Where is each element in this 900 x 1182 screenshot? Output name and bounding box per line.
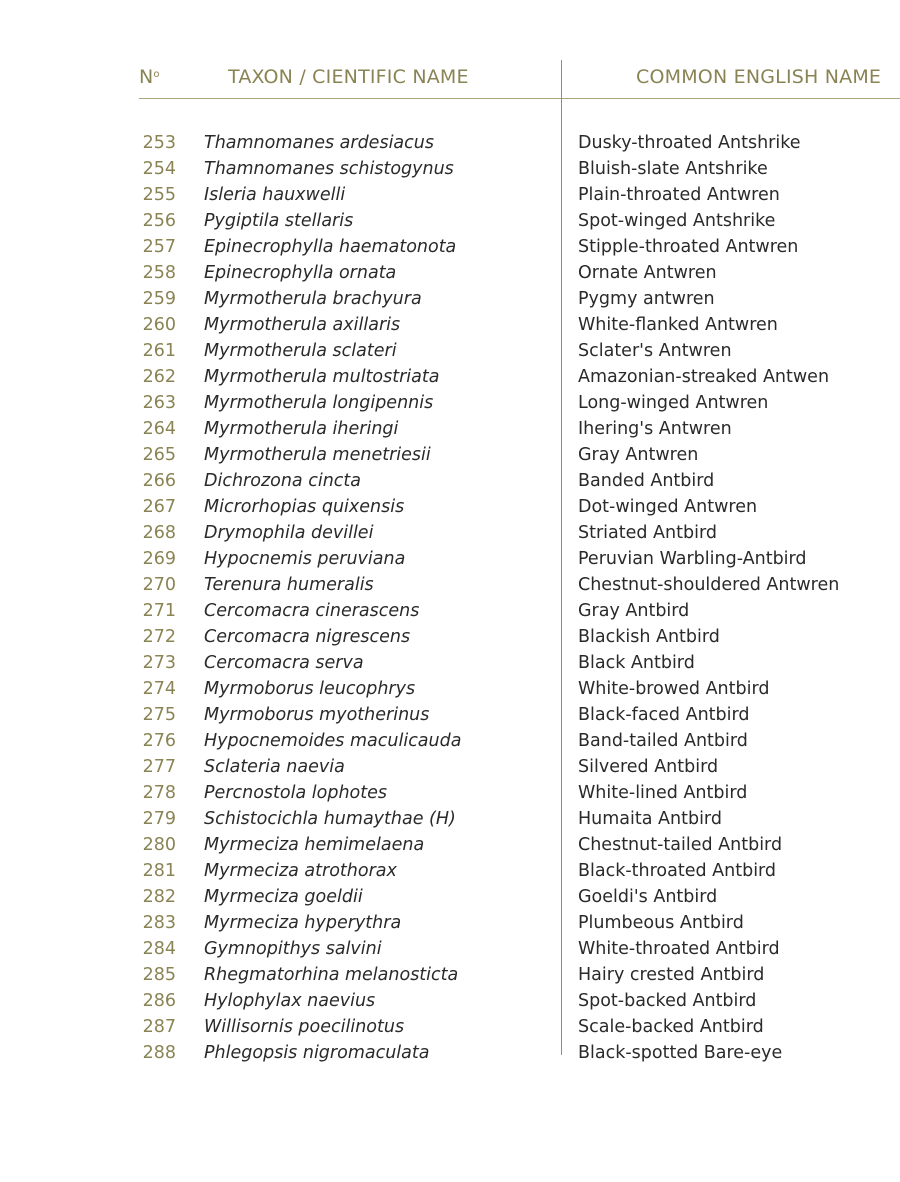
scientific-name: Terenura humeralis bbox=[204, 575, 374, 595]
species-number: 264 bbox=[142, 419, 176, 439]
table-row bbox=[0, 156, 900, 182]
scientific-name: Cercomacra cinerascens bbox=[204, 601, 420, 621]
species-number: 260 bbox=[142, 315, 176, 335]
common-name: Bluish-slate Antshrike bbox=[578, 159, 768, 179]
scientific-name: Isleria hauxwelli bbox=[204, 185, 346, 205]
common-name: Scale-backed Antbird bbox=[578, 1017, 764, 1037]
scientific-name: Cercomacra serva bbox=[204, 653, 364, 673]
scientific-name: Myrmotherula axillaris bbox=[204, 315, 401, 335]
common-name: Gray Antwren bbox=[578, 445, 699, 465]
common-name: Dusky-throated Antshrike bbox=[578, 133, 801, 153]
table-row bbox=[0, 598, 900, 624]
scientific-name: Microrhopias quixensis bbox=[204, 497, 405, 517]
common-name: White-browed Antbird bbox=[578, 679, 770, 699]
common-name: Peruvian Warbling-Antbird bbox=[578, 549, 807, 569]
table-row bbox=[0, 780, 900, 806]
table-row bbox=[0, 832, 900, 858]
species-number: 265 bbox=[142, 445, 176, 465]
species-number: 279 bbox=[142, 809, 176, 829]
scientific-name: Phlegopsis nigromaculata bbox=[204, 1043, 430, 1063]
table-row bbox=[0, 1040, 900, 1066]
common-name: Sclater's Antwren bbox=[578, 341, 732, 361]
table-row bbox=[0, 182, 900, 208]
species-number: 272 bbox=[142, 627, 176, 647]
table-row bbox=[0, 260, 900, 286]
scientific-name: Myrmotherula multostriata bbox=[204, 367, 440, 387]
table-row bbox=[0, 416, 900, 442]
header-divider bbox=[139, 98, 900, 99]
common-name: Hairy crested Antbird bbox=[578, 965, 765, 985]
table-row bbox=[0, 390, 900, 416]
table-row bbox=[0, 884, 900, 910]
common-name: Ihering's Antwren bbox=[578, 419, 732, 439]
species-number: 270 bbox=[142, 575, 176, 595]
table-row bbox=[0, 1014, 900, 1040]
species-number: 278 bbox=[142, 783, 176, 803]
species-number: 273 bbox=[142, 653, 176, 673]
table-row bbox=[0, 806, 900, 832]
scientific-name: Pygiptila stellaris bbox=[204, 211, 354, 231]
species-number: 271 bbox=[142, 601, 176, 621]
species-number: 257 bbox=[142, 237, 176, 257]
species-number: 259 bbox=[142, 289, 176, 309]
table-row bbox=[0, 936, 900, 962]
scientific-name: Hypocnemoides maculicauda bbox=[204, 731, 462, 751]
species-number: 275 bbox=[142, 705, 176, 725]
species-number: 268 bbox=[142, 523, 176, 543]
table-row bbox=[0, 338, 900, 364]
scientific-name: Drymophila devillei bbox=[204, 523, 374, 543]
common-name: Humaita Antbird bbox=[578, 809, 722, 829]
common-name: Spot-winged Antshrike bbox=[578, 211, 776, 231]
table-row bbox=[0, 442, 900, 468]
common-name: White-throated Antbird bbox=[578, 939, 780, 959]
species-number: 253 bbox=[142, 133, 176, 153]
species-number: 282 bbox=[142, 887, 176, 907]
scientific-name: Dichrozona cincta bbox=[204, 471, 362, 491]
common-name: Black-faced Antbird bbox=[578, 705, 750, 725]
common-name: White-flanked Antwren bbox=[578, 315, 778, 335]
species-number: 281 bbox=[142, 861, 176, 881]
species-number: 280 bbox=[142, 835, 176, 855]
common-name: Dot-winged Antwren bbox=[578, 497, 758, 517]
table-row bbox=[0, 546, 900, 572]
table-row bbox=[0, 676, 900, 702]
table-row bbox=[0, 650, 900, 676]
species-number: 287 bbox=[142, 1017, 176, 1037]
species-number: 274 bbox=[142, 679, 176, 699]
table-row bbox=[0, 962, 900, 988]
species-number: 288 bbox=[142, 1043, 176, 1063]
table-row bbox=[0, 702, 900, 728]
species-number: 269 bbox=[142, 549, 176, 569]
table-row bbox=[0, 624, 900, 650]
table-row bbox=[0, 494, 900, 520]
scientific-name: Myrmeciza goeldii bbox=[204, 887, 363, 907]
common-name: Plain-throated Antwren bbox=[578, 185, 780, 205]
common-name: Black-throated Antbird bbox=[578, 861, 777, 881]
species-number: 261 bbox=[142, 341, 176, 361]
table-row bbox=[0, 312, 900, 338]
table-row bbox=[0, 754, 900, 780]
common-name-column-header: COMMON ENGLISH NAME bbox=[636, 66, 882, 88]
number-column-header: $N^o$ bbox=[139, 66, 160, 88]
scientific-name: Epinecrophylla ornata bbox=[204, 263, 397, 283]
scientific-name: Myrmotherula longipennis bbox=[204, 393, 434, 413]
table-row bbox=[0, 988, 900, 1014]
scientific-name: Hypocnemis peruviana bbox=[204, 549, 406, 569]
common-name: White-lined Antbird bbox=[578, 783, 748, 803]
table-row bbox=[0, 728, 900, 754]
scientific-name: Myrmotherula iheringi bbox=[204, 419, 399, 439]
table-row bbox=[0, 208, 900, 234]
species-number: 263 bbox=[142, 393, 176, 413]
common-name: Long-winged Antwren bbox=[578, 393, 769, 413]
scientific-name: Rhegmatorhina melanosticta bbox=[204, 965, 459, 985]
common-name: Pygmy antwren bbox=[578, 289, 715, 309]
table-row bbox=[0, 130, 900, 156]
species-number: 277 bbox=[142, 757, 176, 777]
scientific-name: Percnostola lophotes bbox=[204, 783, 387, 803]
scientific-name: Thamnomanes ardesiacus bbox=[204, 133, 434, 153]
species-number: 283 bbox=[142, 913, 176, 933]
species-number: 276 bbox=[142, 731, 176, 751]
common-name: Ornate Antwren bbox=[578, 263, 717, 283]
scientific-name: Myrmeciza hemimelaena bbox=[204, 835, 425, 855]
species-number: 254 bbox=[142, 159, 176, 179]
common-name: Stipple-throated Antwren bbox=[578, 237, 799, 257]
species-list bbox=[0, 130, 900, 1066]
table-row bbox=[0, 364, 900, 390]
scientific-name: Schistocichla humaythae (H) bbox=[204, 809, 456, 829]
common-name: Spot-backed Antbird bbox=[578, 991, 757, 1011]
species-number: 285 bbox=[142, 965, 176, 985]
common-name: Chestnut-shouldered Antwren bbox=[578, 575, 840, 595]
common-name: Chestnut-tailed Antbird bbox=[578, 835, 783, 855]
common-name: Plumbeous Antbird bbox=[578, 913, 744, 933]
table-header bbox=[0, 66, 900, 96]
table-row bbox=[0, 572, 900, 598]
species-number: 258 bbox=[142, 263, 176, 283]
species-number: 284 bbox=[142, 939, 176, 959]
scientific-name: Epinecrophylla haematonota bbox=[204, 237, 457, 257]
scientific-name: Cercomacra nigrescens bbox=[204, 627, 411, 647]
scientific-name: Thamnomanes schistogynus bbox=[204, 159, 454, 179]
table-row bbox=[0, 858, 900, 884]
species-number: 266 bbox=[142, 471, 176, 491]
common-name: Silvered Antbird bbox=[578, 757, 719, 777]
common-name: Gray Antbird bbox=[578, 601, 690, 621]
scientific-name: Myrmotherula menetriesii bbox=[204, 445, 431, 465]
common-name: Black Antbird bbox=[578, 653, 695, 673]
species-number: 255 bbox=[142, 185, 176, 205]
species-number: 256 bbox=[142, 211, 176, 231]
common-name: Goeldi's Antbird bbox=[578, 887, 718, 907]
table-row bbox=[0, 286, 900, 312]
common-name: Band-tailed Antbird bbox=[578, 731, 748, 751]
scientific-name: Myrmoborus leucophrys bbox=[204, 679, 416, 699]
table-row bbox=[0, 468, 900, 494]
scientific-name: Willisornis poecilinotus bbox=[204, 1017, 405, 1037]
species-number: 267 bbox=[142, 497, 176, 517]
scientific-name: Hylophylax naevius bbox=[204, 991, 376, 1011]
common-name: Blackish Antbird bbox=[578, 627, 720, 647]
scientific-name: Sclateria naevia bbox=[204, 757, 345, 777]
scientific-name: Myrmoborus myotherinus bbox=[204, 705, 430, 725]
species-number: 262 bbox=[142, 367, 176, 387]
table-row bbox=[0, 520, 900, 546]
common-name: Striated Antbird bbox=[578, 523, 717, 543]
taxon-column-header: TAXON / CIENTIFIC NAME bbox=[228, 66, 469, 88]
scientific-name: Gymnopithys salvini bbox=[204, 939, 382, 959]
common-name: Amazonian-streaked Antwen bbox=[578, 367, 830, 387]
common-name: Black-spotted Bare-eye bbox=[578, 1043, 783, 1063]
scientific-name: Myrmeciza atrothorax bbox=[204, 861, 397, 881]
table-row bbox=[0, 234, 900, 260]
scientific-name: Myrmeciza hyperythra bbox=[204, 913, 402, 933]
table-row bbox=[0, 910, 900, 936]
scientific-name: Myrmotherula brachyura bbox=[204, 289, 422, 309]
scientific-name: Myrmotherula sclateri bbox=[204, 341, 397, 361]
common-name: Banded Antbird bbox=[578, 471, 715, 491]
species-number: 286 bbox=[142, 991, 176, 1011]
